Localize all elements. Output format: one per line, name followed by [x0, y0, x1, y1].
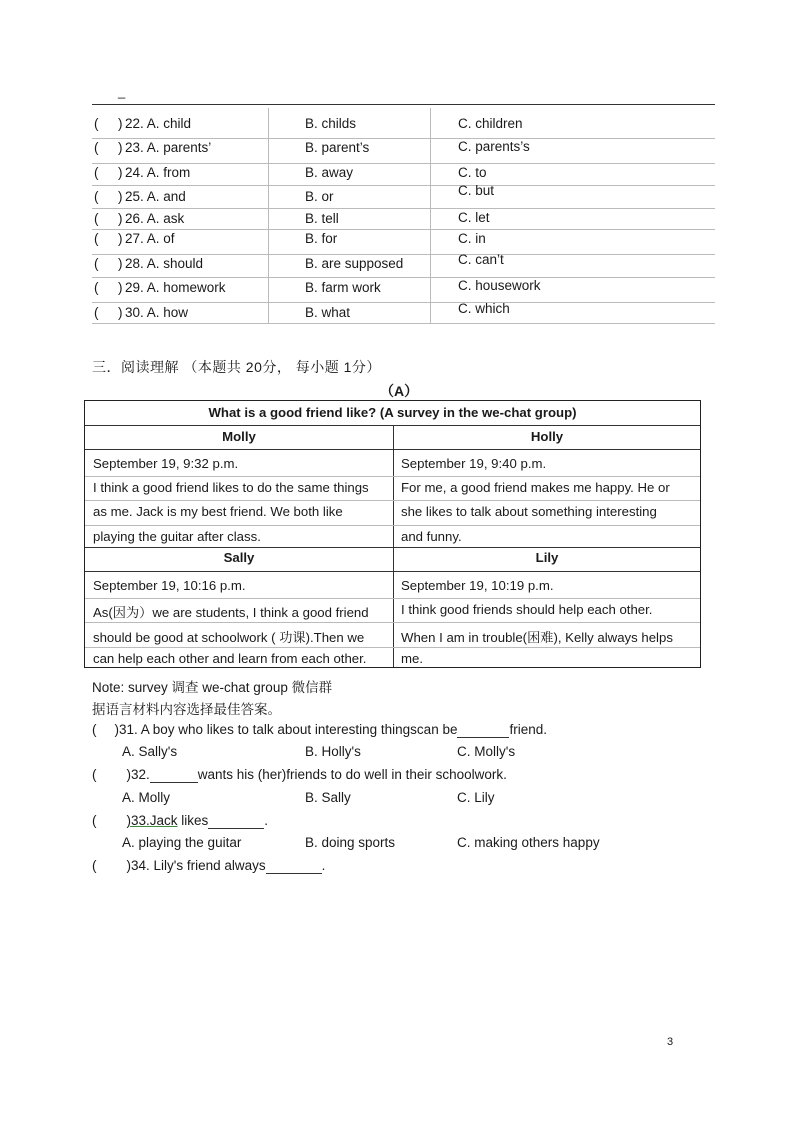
- question-stem-end: wants his (her)friends to do well in their schoolwork.: [197, 767, 507, 782]
- option-c: C. let: [458, 210, 490, 225]
- holly-line: and funny.: [401, 529, 462, 544]
- option-a: 30. A. how: [125, 305, 189, 320]
- option-a: 25. A. and: [125, 189, 186, 204]
- option-b: B. parent’s: [305, 140, 370, 155]
- column-divider: [393, 425, 394, 667]
- option-b: B. tell: [305, 211, 339, 226]
- molly-time: September 19, 9:32 p.m.: [93, 456, 239, 471]
- sally-time: September 19, 10:16 p.m.: [93, 578, 246, 593]
- answer-paren[interactable]: (: [92, 858, 97, 873]
- option-b: B. for: [305, 231, 338, 246]
- answer-paren[interactable]: (: [94, 256, 99, 271]
- top-dash: _: [118, 84, 126, 99]
- page-number: 3: [667, 1036, 674, 1048]
- q31-option-b[interactable]: B. Holly's: [305, 744, 361, 759]
- question-34: [92, 858, 325, 874]
- answer-paren[interactable]: (: [92, 767, 97, 782]
- q32-option-b[interactable]: B. Sally: [305, 790, 351, 805]
- instruction: 据语言材料内容选择最佳答案。: [92, 702, 281, 717]
- section-subtitle: （A）: [380, 383, 419, 399]
- answer-blank: [150, 767, 198, 783]
- option-c: C. parents’s: [458, 139, 530, 154]
- lily-line: I think good friends should help each other.: [401, 602, 653, 617]
- question-stem: )31. A boy who likes to talk about interesting thingscan be: [114, 722, 458, 737]
- choice-row: [92, 277, 715, 302]
- name-sally: Sally: [223, 550, 255, 565]
- molly-line: as me. Jack is my best friend. We both like: [93, 504, 343, 519]
- table-line: [85, 598, 700, 599]
- question-stem: )32.: [126, 767, 150, 782]
- answer-paren[interactable]: (: [94, 140, 99, 155]
- option-b: B. childs: [305, 116, 357, 131]
- choice-row: [92, 185, 715, 208]
- choice-row: [92, 208, 715, 229]
- question-31: [92, 722, 547, 738]
- table-line: [85, 622, 700, 623]
- table-line: [85, 500, 700, 501]
- question-stem: )34. Lily's friend always: [126, 858, 266, 873]
- table-line: [85, 571, 700, 572]
- answer-close: ): [118, 231, 123, 246]
- molly-line: I think a good friend likes to do the same things: [93, 480, 369, 495]
- answer-close: ): [118, 211, 123, 226]
- note: Note: survey 调查 we-chat group 微信群: [92, 680, 333, 695]
- option-a: 29. A. homework: [125, 280, 226, 295]
- survey-title: What is a good friend like? (A survey in the we-chat group): [208, 405, 577, 420]
- name-molly: Molly: [222, 429, 256, 444]
- table-line: [85, 647, 700, 648]
- answer-close: ): [118, 140, 123, 155]
- option-c: C. which: [458, 301, 510, 316]
- option-a: 26. A. ask: [125, 211, 185, 226]
- answer-blank: [457, 722, 509, 738]
- choice-row: [92, 302, 715, 323]
- q31-option-c[interactable]: C. Molly's: [457, 744, 516, 759]
- lily-time: September 19, 10:19 p.m.: [401, 578, 554, 593]
- table-line: [85, 476, 700, 477]
- answer-blank: [266, 858, 322, 874]
- answer-blank: [208, 813, 264, 829]
- answer-paren[interactable]: (: [92, 722, 97, 737]
- q31-option-a[interactable]: A. Sally's: [122, 744, 178, 759]
- option-c: C. to: [458, 165, 487, 180]
- answer-close: ): [118, 256, 123, 271]
- top-rule: [92, 104, 715, 105]
- q33-option-c[interactable]: C. making others happy: [457, 835, 600, 850]
- molly-line: playing the guitar after class.: [93, 529, 261, 544]
- choice-row: [92, 108, 715, 163]
- option-c: C. but: [458, 183, 495, 198]
- option-b: B. farm work: [305, 280, 381, 295]
- question-32: [92, 767, 507, 783]
- option-a: 23. A. parents’: [125, 140, 212, 155]
- table-line: [85, 547, 700, 548]
- option-b: B. are supposed: [305, 256, 404, 271]
- name-lily: Lily: [535, 550, 559, 565]
- q32-option-c[interactable]: C. Lily: [457, 790, 495, 805]
- option-b: B. away: [305, 165, 354, 180]
- question-stem-mid: likes: [177, 813, 209, 828]
- question-33: [92, 813, 268, 829]
- lily-line: When I am in trouble(困难), Kelly always helps: [401, 630, 673, 645]
- answer-paren[interactable]: (: [94, 189, 99, 204]
- answer-paren[interactable]: (: [94, 305, 99, 320]
- answer-paren[interactable]: (: [94, 116, 99, 131]
- answer-close: ): [118, 116, 123, 131]
- question-stem-end: .: [321, 858, 326, 873]
- option-c: C. can’t: [458, 252, 504, 267]
- question-stem: )33.Jack: [126, 813, 178, 828]
- table-line: [85, 449, 700, 450]
- answer-paren[interactable]: (: [94, 280, 99, 295]
- q32-option-a[interactable]: A. Molly: [122, 790, 171, 805]
- answer-paren[interactable]: (: [94, 211, 99, 226]
- table-line: [85, 525, 700, 526]
- holly-line: she likes to talk about something interesting: [401, 504, 657, 519]
- option-a: 27. A. of: [125, 231, 175, 246]
- option-c: C. children: [458, 116, 523, 131]
- holly-time: September 19, 9:40 p.m.: [401, 456, 547, 471]
- option-c: C. in: [458, 231, 486, 246]
- answer-close: ): [118, 280, 123, 295]
- option-a: 24. A. from: [125, 165, 191, 180]
- option-b: B. or: [305, 189, 334, 204]
- q33-option-b[interactable]: B. doing sports: [305, 835, 396, 850]
- answer-paren[interactable]: (: [94, 165, 99, 180]
- answer-close: ): [118, 189, 123, 204]
- option-b: B. what: [305, 305, 351, 320]
- question-stem-end: friend.: [509, 722, 547, 737]
- question-stem-end: .: [264, 813, 269, 828]
- choice-row: [92, 254, 715, 277]
- sally-line: As(因为）we are students, I think a good friend: [93, 605, 369, 620]
- answer-paren[interactable]: (: [92, 813, 97, 828]
- answer-close: ): [118, 305, 123, 320]
- choice-row: [92, 229, 715, 254]
- sally-line: can help each other and learn from each other.: [93, 651, 367, 666]
- answer-paren[interactable]: (: [94, 231, 99, 246]
- option-a: 22. A. child: [125, 116, 192, 131]
- option-a: 28. A. should: [125, 256, 204, 271]
- answer-close: ): [118, 165, 123, 180]
- q33-option-a[interactable]: A. playing the guitar: [122, 835, 242, 850]
- choice-row: [92, 163, 715, 185]
- option-c: C. housework: [458, 278, 541, 293]
- survey-table: [84, 400, 701, 668]
- lily-line: me.: [401, 651, 423, 666]
- name-holly: Holly: [530, 429, 564, 444]
- sally-line: should be good at schoolwork ( 功课).Then we: [93, 630, 365, 645]
- section-title: 三．阅读理解 （本题共 20分， 每小题 1分）: [92, 359, 381, 375]
- row-divider: [92, 323, 715, 324]
- holly-line: For me, a good friend makes me happy. He or: [401, 480, 670, 495]
